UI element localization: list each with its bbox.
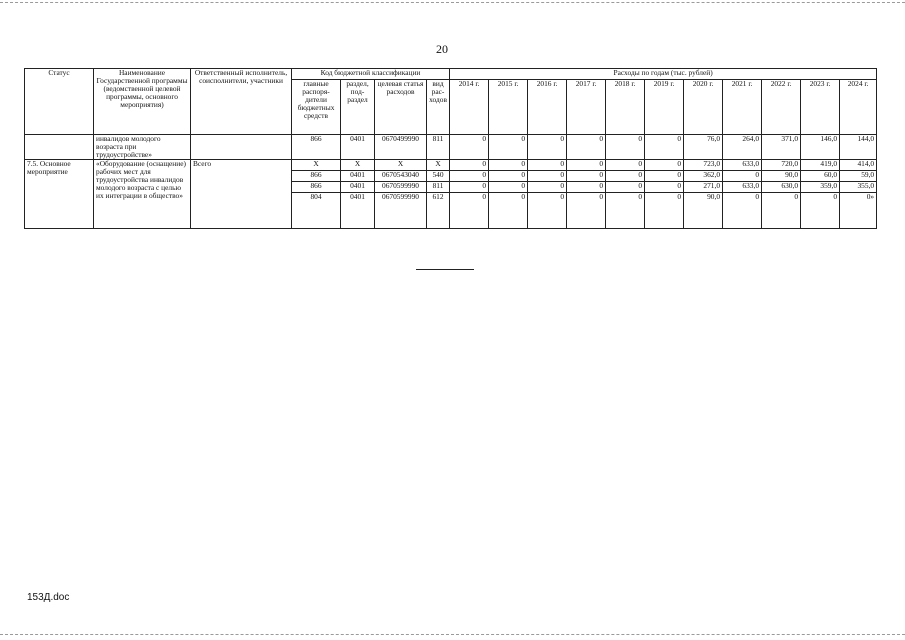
header-expenses: Расходы по годам (тыс. рублей) [450,69,877,80]
code-cell: X [375,159,427,170]
header-year: 2022 г. [762,80,801,135]
header-year: 2023 г. [801,80,840,135]
closing-rule [416,269,474,270]
value-cell: 0 [528,159,567,170]
value-cell: 0 [489,181,528,192]
header-row [25,69,877,80]
status-cell [25,135,94,160]
header-year: 2014 г. [450,80,489,135]
page-number: 20 [436,42,448,56]
value-cell: 0 [723,192,762,228]
header-year: 2017 г. [567,80,606,135]
code-cell: X [427,159,450,170]
code-cell: X [292,159,341,170]
header-year: 2020 г. [684,80,723,135]
responsible-cell [191,135,292,160]
header-year: 2019 г. [645,80,684,135]
code-cell: 866 [292,181,341,192]
code-cell: 0670599990 [375,192,427,228]
budget-table [24,68,877,229]
header-responsible: Ответственный исполнитель, соисполнители, участники [191,69,292,135]
value-cell: 0 [606,135,645,160]
code-cell: 540 [427,170,450,181]
code-cell: 866 [292,170,341,181]
value-cell: 362,0 [684,170,723,181]
table-row-total [25,159,877,170]
header-expense-type: вид рас-ходов [427,80,450,135]
value-cell: 0 [528,170,567,181]
value-cell: 720,0 [762,159,801,170]
code-cell: 0401 [341,181,375,192]
value-cell: 355,0 [840,181,877,192]
value-cell: 0 [450,135,489,160]
code-cell: 612 [427,192,450,228]
code-cell: X [341,159,375,170]
value-cell: 0 [645,170,684,181]
value-cell: 0 [489,170,528,181]
value-cell: 0 [450,192,489,228]
value-cell: 414,0 [840,159,877,170]
value-cell: 0 [801,192,840,228]
value-cell: 0 [645,181,684,192]
header-year: 2016 г. [528,80,567,135]
code-cell: 0401 [341,192,375,228]
value-cell: 0 [567,170,606,181]
value-cell: 419,0 [801,159,840,170]
value-cell: 0 [645,159,684,170]
value-cell: 90,0 [684,192,723,228]
code-cell: 0401 [341,170,375,181]
value-cell: 0 [528,135,567,160]
value-cell: 371,0 [762,135,801,160]
value-cell: 0 [567,181,606,192]
value-cell: 0 [606,192,645,228]
header-target: целевая статья расходов [375,80,427,135]
header-budget-code: Код бюджетной классификации [292,69,450,80]
value-cell: 0 [489,192,528,228]
value-cell: 0 [528,192,567,228]
value-cell: 0 [489,135,528,160]
value-cell: 59,0 [840,170,877,181]
value-cell: 0 [606,159,645,170]
header-gr-bs: главные распоря-дители бюджетных средств [292,80,341,135]
value-cell: 146,0 [801,135,840,160]
header-year: 2024 г. [840,80,877,135]
code-cell: 0670543040 [375,170,427,181]
value-cell: 60,0 [801,170,840,181]
code-cell: 811 [427,135,450,160]
header-year: 2015 г. [489,80,528,135]
continuation-name: инвалидов молодого возраста при трудоустройстве» [94,135,191,160]
scan-edge-top [0,2,905,3]
header-section: раздел, под-раздел [341,80,375,135]
value-cell: 0 [567,192,606,228]
measure-responsible: Всего [191,159,292,170]
value-cell: 633,0 [723,181,762,192]
value-cell: 359,0 [801,181,840,192]
code-cell: 811 [427,181,450,192]
scan-edge-bottom [0,634,905,635]
responsible-cell [191,170,292,228]
code-cell: 0670599990 [375,181,427,192]
code-cell: 804 [292,192,341,228]
measure-name: «Оборудование (оснащение) рабочих мест для трудоустройства инвалидов молодого возраста с целью их интеграции в общество» [94,159,191,228]
value-cell: 630,0 [762,181,801,192]
header-year: 2021 г. [723,80,762,135]
value-cell: 723,0 [684,159,723,170]
value-cell: 0 [567,159,606,170]
value-cell: 0 [567,135,606,160]
footer-filename: 153Д.doc [27,592,70,603]
value-cell: 0 [645,192,684,228]
measure-status: 7.5. Основное мероприятие [25,159,94,228]
value-cell: 0 [450,170,489,181]
code-cell: 0670499990 [375,135,427,160]
value-cell: 0 [450,181,489,192]
header-status: Статус [25,69,94,135]
value-cell: 0 [606,170,645,181]
value-cell: 0» [840,192,877,228]
value-cell: 0 [450,159,489,170]
value-cell: 0 [528,181,567,192]
value-cell: 0 [606,181,645,192]
value-cell: 0 [489,159,528,170]
table-row-continuation [25,135,877,160]
code-cell: 0401 [341,135,375,160]
value-cell: 264,0 [723,135,762,160]
value-cell: 90,0 [762,170,801,181]
value-cell: 0 [645,135,684,160]
header-name: Наименование Государственной программы (ведомственной целевой программы, основного мероприятия) [94,69,191,135]
value-cell: 633,0 [723,159,762,170]
value-cell: 76,0 [684,135,723,160]
code-cell: 866 [292,135,341,160]
value-cell: 144,0 [840,135,877,160]
value-cell: 0 [723,170,762,181]
value-cell: 0 [762,192,801,228]
header-year: 2018 г. [606,80,645,135]
value-cell: 271,0 [684,181,723,192]
